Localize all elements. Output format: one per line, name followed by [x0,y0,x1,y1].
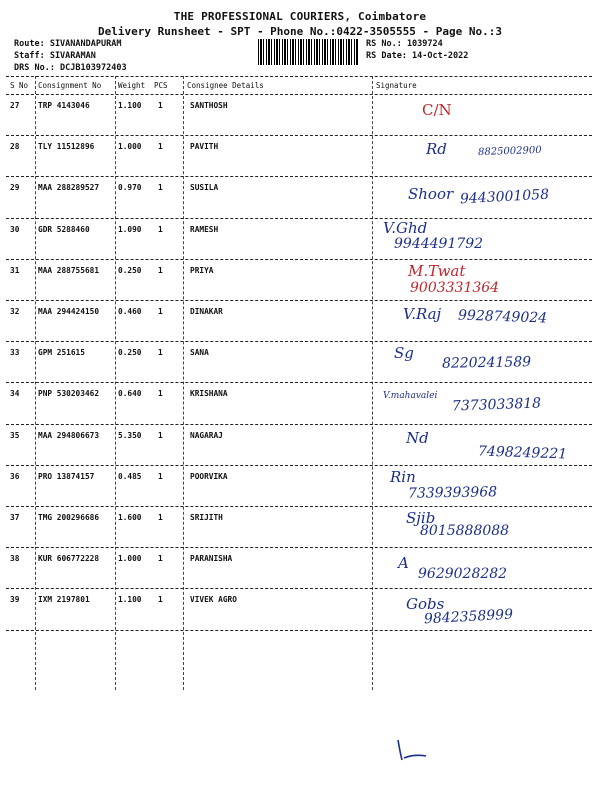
table-row [6,589,592,630]
row-consignee: PARANISHA [190,554,233,564]
table-row [6,383,592,424]
table-row [6,95,592,136]
row-sno: 32 [10,307,20,316]
row-pcs: 1 [158,513,163,522]
row-consignment: KUR 606772228 [38,554,100,564]
row-consignment: TRP 4143046 [38,101,90,110]
row-weight: 1.000 [118,142,142,152]
row-weight: 5.350 [118,430,142,440]
row-sno: 33 [10,348,20,358]
row-weight: 0.485 [118,471,142,481]
signature-phone: 8220241589 [441,354,532,372]
row-sno: 37 [10,513,20,522]
col-header-consignment: Consignment No [38,81,102,90]
row-consignee: VIVEK AGRO [190,595,237,605]
row-pcs: 1 [158,389,163,399]
row-weight: 1.090 [118,224,142,234]
row-weight: 0.640 [118,389,142,399]
row-weight: 0.970 [118,183,142,193]
row-consignment: MAA 288289527 [38,183,100,193]
row-consignment: GDR 5288460 [38,224,90,234]
page-subtitle: Delivery Runsheet - SPT - Phone No.:0422-3505555 - Page No.:3 [98,25,502,38]
row-consignee: KRISHANA [190,389,228,399]
row-pcs: 1 [158,430,163,440]
signature-name: V.mahavalei [383,391,438,402]
row-weight: 1.100 [118,595,142,605]
signature-name: M.Twat [408,261,466,280]
col-header-consignee: Consignee Details [187,81,264,90]
row-consignee: SRIJITH [190,513,223,522]
row-consignee: NAGARAJ [190,430,223,440]
row-consignment: MAA 288755681 [38,265,100,275]
col-header-weight: Weight [118,81,146,90]
row-pcs: 1 [158,471,163,481]
row-sno: 35 [10,430,20,440]
row-consignment: IXM 2197801 [38,595,90,605]
table-row [6,342,592,383]
row-pcs: 1 [158,348,163,358]
drs-label: DRS No.: DCJB103972403 [14,63,127,73]
row-pcs: 1 [158,307,163,316]
signature-phone: 9003331364 [410,279,500,296]
table-row [6,301,592,342]
row-sno: 34 [10,389,20,399]
signature-tag: C/N [422,101,452,119]
row-consignee: DINAKAR [190,307,223,316]
row-consignment: MAA 294806673 [38,430,100,440]
signature-phone: 7498249221 [477,443,568,463]
row-pcs: 1 [158,142,163,152]
table-row [6,507,592,548]
row-sno: 38 [10,554,20,564]
signature-name: Shoor [408,185,454,204]
row-consignee: SANTHOSH [190,101,228,110]
signature-name: V.Raj [403,305,442,323]
page-title: THE PROFESSIONAL COURIERS, Coimbatore [173,10,427,23]
table-row [6,425,592,466]
staff-label: Staff: SIVARAMAN [14,51,96,61]
row-pcs: 1 [158,265,163,275]
signature-phone: 7373033818 [451,395,542,415]
row-weight: 1.100 [118,101,142,110]
row-consignee: PRIYA [190,265,214,275]
col-header-sno: S No [10,81,29,90]
col-header-pcs: PCS [154,81,168,90]
table-row [6,177,592,218]
row-weight: 0.250 [118,265,142,275]
row-sno: 27 [10,101,20,110]
barcode [258,39,358,65]
signature-phone: 7339393968 [407,484,498,502]
row-consignee: POORVIKA [190,471,228,481]
signature-phone: 8825002900 [477,145,542,159]
row-consignee: SANA [190,348,209,358]
row-consignment: PNP 530203462 [38,389,100,399]
signature-name: Gobs [406,595,445,614]
signature-name: Sjib [406,509,436,527]
row-sno: 31 [10,265,20,275]
pen-mark [392,736,432,762]
table-row [6,260,592,301]
row-pcs: 1 [158,183,163,193]
row-pcs: 1 [158,554,163,564]
row-consignment: PRO 13874157 [38,471,95,481]
signature-phone: 9443001058 [459,187,550,208]
signature-name: Rin [390,467,416,486]
row-weight: 1.000 [118,554,142,564]
table-row [6,466,592,507]
col-header-signature: Signature [376,81,417,90]
rs-date: RS Date: 14-Oct-2022 [366,51,469,61]
signature-phone: 9842358999 [423,607,514,628]
table-row [6,548,592,589]
row-consignment: TMG 200296686 [38,513,100,522]
row-sno: 30 [10,224,20,234]
row-consignee: SUSILA [190,183,219,193]
table-top-rule [6,76,592,77]
table-row [6,219,592,260]
row-pcs: 1 [158,224,163,234]
row-pcs: 1 [158,101,163,110]
row-weight: 0.250 [118,348,142,358]
row-weight: 0.460 [118,307,142,316]
signature-name: V.Ghd [383,218,428,237]
signature-name: Nd [406,428,429,447]
signature-name: Rd [426,140,447,159]
signature-phone: 9928749024 [457,307,548,327]
row-sno: 39 [10,595,20,605]
route-label: Route: SIVANANDAPURAM [14,39,122,49]
row-weight: 1.600 [118,513,142,522]
row-consignment: TLY 11512896 [38,142,95,152]
row-sno: 36 [10,471,20,481]
signature-phone: 8015888088 [420,523,510,539]
row-consignee: PAVITH [190,142,219,152]
row-pcs: 1 [158,595,163,605]
signature-name: A [398,554,409,573]
row-separator [6,630,592,631]
row-consignment: MAA 294424150 [38,307,100,316]
row-sno: 29 [10,183,20,193]
row-consignment: GPM 251615 [38,348,85,358]
signature-phone: 9629028282 [418,566,508,583]
rs-number: RS No.: 1039724 [366,39,443,49]
table-row [6,136,592,177]
signature-phone: 9944491792 [394,235,484,252]
row-sno: 28 [10,142,20,152]
signature-name: Sg [394,344,414,363]
row-consignee: RAMESH [190,224,219,234]
